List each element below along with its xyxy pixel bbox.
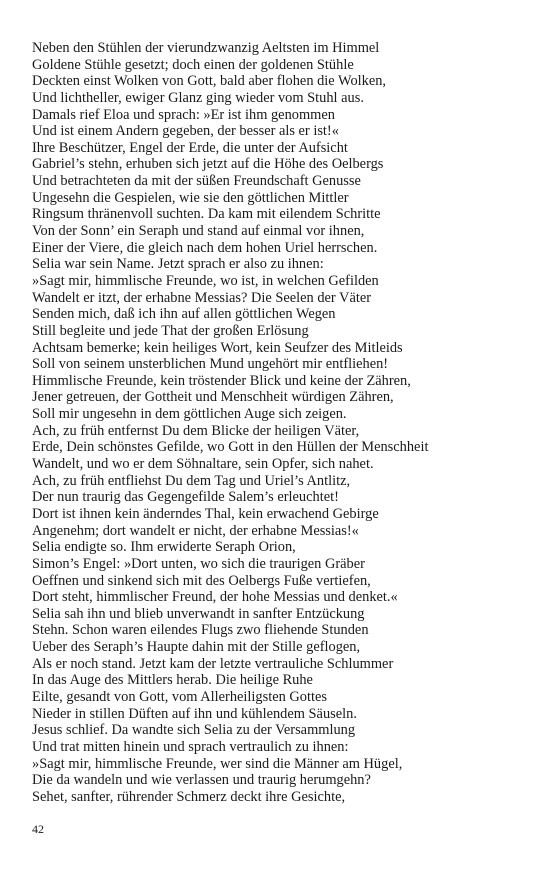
verse-line: Damals rief Eloa und sprach: »Er ist ihm genommen [32,106,335,123]
verse-line: Neben den Stühlen der vierundzwanzig Aeltsten im Himmel [32,40,380,56]
verse-line: Wandelt er itzt, der erhabne Messias? Die Seelen der Väter [32,289,372,306]
verse-line: Ihre Beschützer, Engel der Erde, die unter der Aufsicht [32,139,348,156]
verse-line: Achtsam bemerke; kein heiliges Wort, kein Seufzer des Mitleids [32,339,403,356]
verse-line: »Sagt mir, himmlische Freunde, wo ist, in welchen Gefilden [32,272,379,289]
verse-line: Jener getreuen, der Gottheit und Menschheit würdigen Zähren, [32,389,394,406]
verse-line: Ringsum thränenvoll suchten. Da kam mit eilendem Schritte [32,206,381,223]
verse-line: Die da wandeln und wie verlassen und traurig herumgehn? [32,772,371,789]
verse-line: Erde, Dein schönstes Gefilde, wo Gott in den Hüllen der Menschheit [32,439,429,456]
verse-line: In das Auge des Mittlers herab. Die heilige Ruhe [32,672,313,689]
verse-line: Stehn. Schon waren eilendes Flugs zwo fliehende Stunden [32,622,369,639]
verse-line: Angenehm; dort wandelt er nicht, der erhabne Messias!« [32,522,359,539]
verse-line: Senden mich, daß ich ihn auf allen göttlichen Wegen [32,306,336,323]
verse-line: Nieder in stillen Düften auf ihn und kühlendem Säuseln. [32,705,357,722]
verse-line: »Sagt mir, himmlische Freunde, wer sind die Männer am Hügel, [32,755,403,772]
page-number: 42 [32,822,44,836]
verse-line: Dort ist ihnen kein änderndes Thal, kein erwachend Gebirge [32,505,379,522]
verse-line: Selia war sein Name. Jetzt sprach er also zu ihnen: [32,256,324,273]
verse-line: Soll mir ungesehn in dem göttlichen Auge sich zeigen. [32,406,347,423]
verse-line: Gabriel’s stehn, erhuben sich jetzt auf die Höhe des Oelbergs [32,156,384,173]
verse-line: Ungesehn die Gespielen, wie sie den göttlichen Mittler [32,189,349,206]
verse-line: Als er noch stand. Jetzt kam der letzte vertrauliche Schlummer [32,655,394,672]
verse-line: Und trat mitten hinein und sprach vertraulich zu ihnen: [32,738,349,755]
verse-line: Ach, zu früh entfliehst Du dem Tag und Uriel’s Antlitz, [32,472,351,489]
verse-line: Einer der Viere, die gleich nach dem hohen Uriel herrschen. [32,239,378,256]
verse-line: Oeffnen und sinkend sich mit des Oelbergs Fuße vertiefen, [32,572,371,589]
verse-line: Der nun traurig das Gegengefilde Salem’s erleuchtet! [32,489,339,506]
verse-line: Soll von seinem unsterblichen Mund ungehört mir entfliehen! [32,356,389,373]
verse-line: Still begleite und jede That der großen Erlösung [32,322,309,339]
verse-line: Und betrachteten da mit der süßen Freundschaft Genusse [32,173,361,190]
verse-line: Jesus schlief. Da wandte sich Selia zu der Versammlung [32,722,356,739]
verse-line: Dort steht, himmlischer Freund, der hohe Messias und denket.« [32,589,398,606]
verse-line: Simon’s Engel: »Dort unten, wo sich die traurigen Gräber [32,555,365,572]
verse-line: Deckten einst Wolken von Gott, bald aber flohen die Wolken, [32,73,387,90]
verse-line: Und ist einem Andern gegeben, der besser als er ist!« [32,123,339,140]
verse-line: Himmlische Freunde, kein tröstender Blick und keine der Zähren, [32,372,411,389]
verse-line: Sehet, sanfter, rührender Schmerz deckt ihre Gesichte, [32,788,346,805]
verse-line: Goldene Stühle gesetzt; doch einen der goldenen Stühle [32,56,354,73]
verse-line: Ach, zu früh entfernst Du dem Blicke der heiligen Väter, [32,422,360,439]
verse-text-block [32,40,532,805]
verse-line: Ueber des Seraph’s Haupte dahin mit der Stille geflogen, [32,639,361,656]
verse-line: Eilte, gesandt von Gott, vom Allerheiligsten Gottes [32,688,327,705]
verse-line: Selia endigte so. Ihm erwiderte Seraph Orion, [32,539,296,556]
verse-line: Selia sah ihn und blieb unverwandt in sanfter Entzückung [32,605,365,622]
verse-line: Wandelt, und wo er dem Söhnaltare, sein Opfer, sich nahet. [32,456,374,473]
verse-line: Und lichtheller, ewiger Glanz ging wieder vom Stuhl aus. [32,89,364,106]
verse-line: Von der Sonn’ ein Seraph und stand auf einmal vor ihnen, [32,223,365,240]
